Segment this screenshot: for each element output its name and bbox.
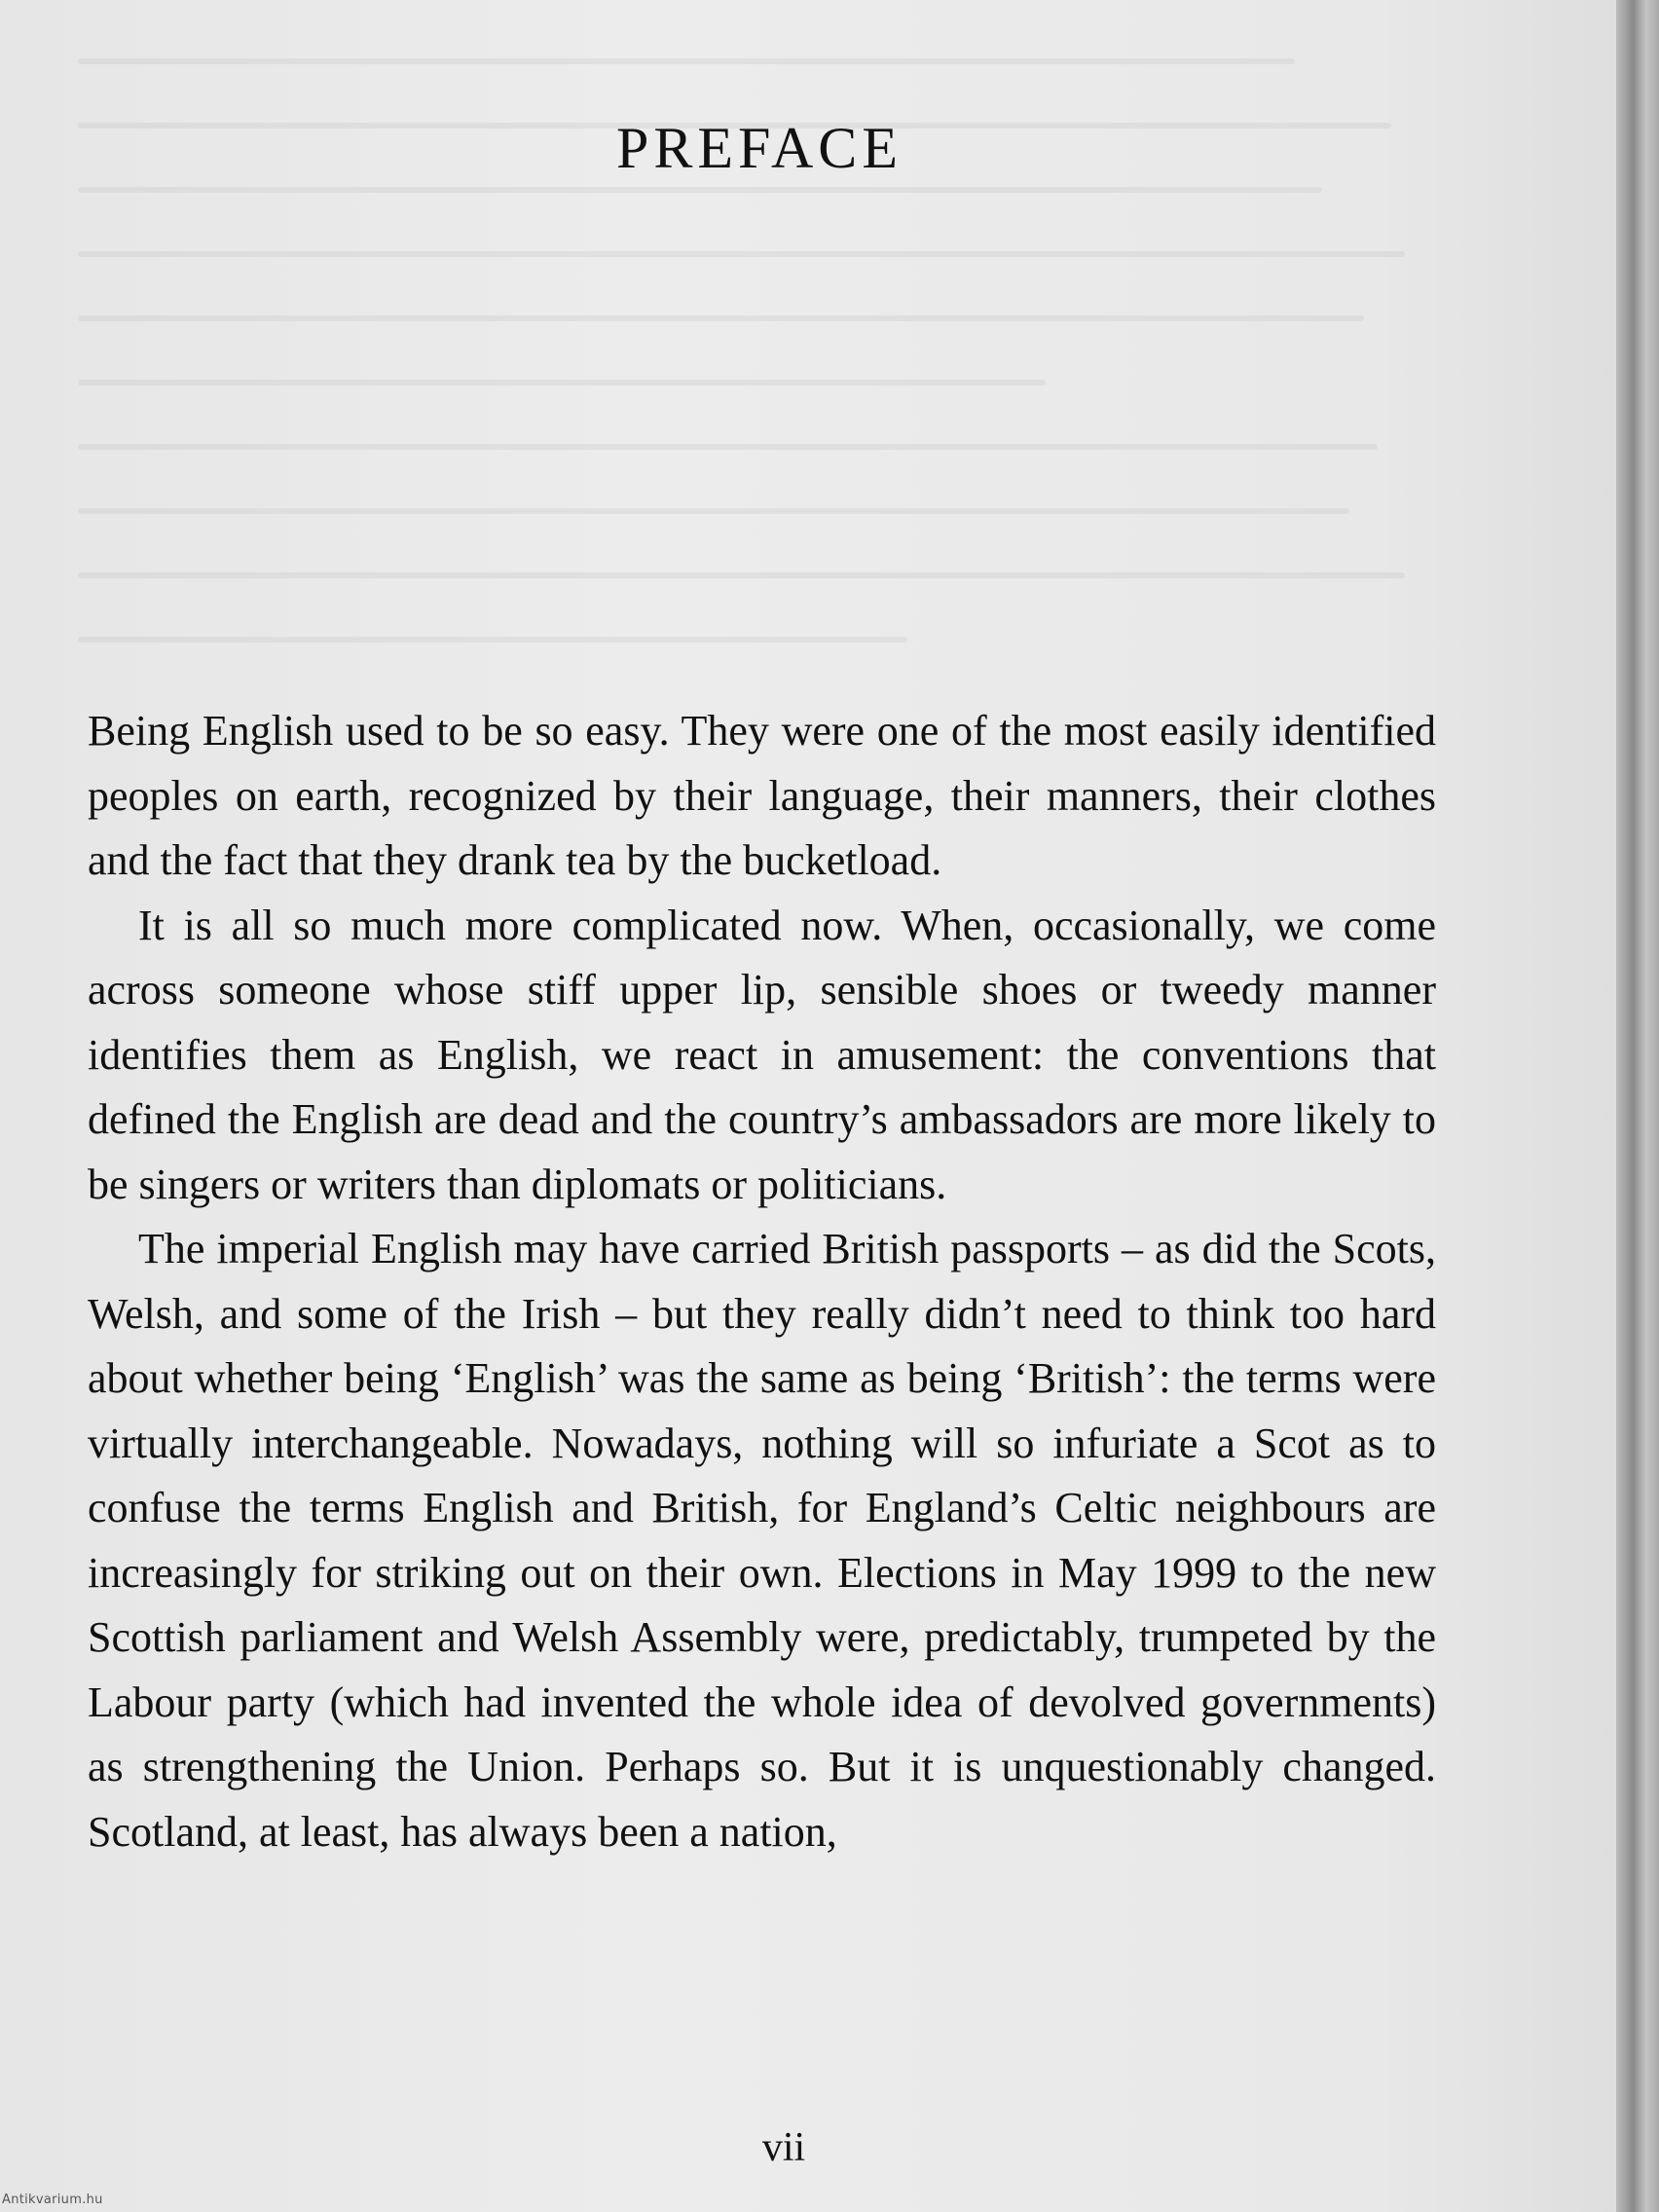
page-gutter: [1616, 0, 1659, 2212]
body-text: [88, 699, 1436, 1864]
page-heading: PREFACE: [616, 116, 903, 180]
paragraph: The imperial English may have carried British passports – as did the Scots, Welsh, and some of the Irish – but they really didn’t need to think too hard about whether being ‘English’ was the same as being ‘British’: the terms were virtually interchangeable. Nowadays, nothing will so infuriate a Scot as to confuse the terms English and British, for England’s Celtic neighbours are increasingly for striking out on their own. Elections in May 1999 to the new Scottish parliament and Welsh Assembly were, predictably, trumpeted by the Labour party (which had invented the whole idea of devolved governments) as strengthening the Union. Perhaps so. But it is unquestionably changed. Scotland, at least, has always been a nation,: [88, 1225, 1436, 1856]
paragraph: It is all so much more complicated now. When, occasionally, we come across someone whose stiff upper lip, sensible shoes or tweedy manner identifies them as English, we react in amusement: the conventions that defined the English are dead and the country’s ambassadors are more likely to be singers or writers than diplomats or politicians.: [88, 901, 1436, 1208]
watermark: Antikvarium.hu: [2, 2193, 103, 2207]
paragraph: Being English used to be so easy. They were one of the most easily identified peoples on earth, recognized by their language, their manners, their clothes and the fact that they drank tea by the bucketload.: [88, 707, 1436, 884]
page-number: vii: [761, 2125, 806, 2170]
show-through-text: [78, 0, 1460, 701]
